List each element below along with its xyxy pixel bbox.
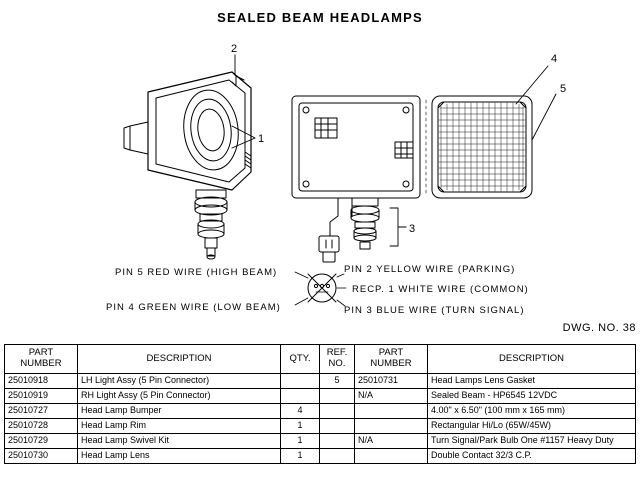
callout-1: 1 — [258, 133, 265, 145]
cell-part-number: 25010730 — [5, 449, 78, 464]
cell-part-number: 25010919 — [5, 389, 78, 404]
header-part-number-line2: NUMBER — [20, 358, 62, 369]
cell-part-number: 25010727 — [5, 404, 78, 419]
cell-part-number-2: 25010731 — [355, 374, 428, 389]
cell-description-2: 4.00" x 6.50" (100 mm x 165 mm) — [428, 404, 636, 419]
cell-part-number: 25010729 — [5, 434, 78, 449]
cell-part-number-2: N/A — [355, 389, 428, 404]
cell-ref-no — [320, 404, 355, 419]
callout-leaders-right — [516, 66, 556, 140]
header-part-number-2-line2: NUMBER — [370, 358, 412, 369]
cell-part-number-2: N/A — [355, 434, 428, 449]
cell-part-number: 25010918 — [5, 374, 78, 389]
cell-description-2: Rectangular Hi/Lo (65W/45W) — [428, 419, 636, 434]
wiring-pin-diagram — [295, 272, 346, 306]
cell-part-number-2 — [355, 449, 428, 464]
header-ref-no — [320, 345, 355, 374]
wiring-label-pin5: PIN 5 RED WIRE (HIGH BEAM) — [115, 267, 278, 278]
header-part-number-line1: PART — [28, 347, 54, 359]
callout-5: 5 — [560, 83, 567, 95]
callout-3: 3 — [409, 223, 416, 235]
header-part-number — [5, 345, 78, 374]
table-row — [5, 434, 636, 449]
table-row — [5, 374, 636, 389]
table-row — [5, 419, 636, 434]
wiring-label-recp1: RECP. 1 WHITE WIRE (COMMON) — [352, 284, 529, 295]
table-row — [5, 449, 636, 464]
cell-description: RH Light Assy (5 Pin Connector) — [78, 389, 281, 404]
wiring-label-pin4: PIN 4 GREEN WIRE (LOW BEAM) — [106, 302, 281, 313]
header-part-number-2-line1: PART — [378, 347, 404, 359]
table-row — [5, 404, 636, 419]
header-part-number-2 — [355, 345, 428, 374]
cell-description-2: Sealed Beam - HP6545 12VDC — [428, 389, 636, 404]
header-description-2: DESCRIPTION — [428, 345, 636, 374]
cell-description-2: Head Lamps Lens Gasket — [428, 374, 636, 389]
header-ref-no-line1: REF. — [326, 347, 348, 359]
cell-ref-no — [320, 449, 355, 464]
assembly-drawing — [0, 30, 640, 340]
cell-ref-no — [320, 419, 355, 434]
table-body — [5, 374, 636, 464]
cell-ref-no — [320, 389, 355, 404]
cell-description-2: Turn Signal/Park Bulb One #1157 Heavy Duty — [428, 434, 636, 449]
cell-qty: 4 — [281, 404, 320, 419]
header-qty: QTY. — [281, 345, 320, 374]
cell-description: Head Lamp Bumper — [78, 404, 281, 419]
drawing-number: DWG. NO. 38 — [562, 322, 636, 334]
cell-description-2: Double Contact 32/3 C.P. — [428, 449, 636, 464]
cell-qty — [281, 374, 320, 389]
cell-description: Head Lamp Rim — [78, 419, 281, 434]
wiring-label-pin2: PIN 2 YELLOW WIRE (PARKING) — [344, 264, 516, 275]
page-title: SEALED BEAM HEADLAMPS — [217, 10, 423, 25]
cell-qty: 1 — [281, 434, 320, 449]
cell-qty — [281, 389, 320, 404]
center-lamp-housing — [292, 96, 420, 262]
right-lens-assembly — [426, 96, 532, 198]
table-header-row — [5, 345, 636, 374]
cell-description: Head Lamp Lens — [78, 449, 281, 464]
cell-part-number-2 — [355, 404, 428, 419]
callout-4: 4 — [551, 53, 558, 65]
wiring-label-pin3: PIN 3 BLUE WIRE (TURN SIGNAL) — [344, 305, 525, 316]
table-row — [5, 389, 636, 404]
cell-description: Head Lamp Swivel Kit — [78, 434, 281, 449]
callout-2: 2 — [231, 43, 238, 55]
cell-ref-no: 5 — [320, 374, 355, 389]
cell-qty: 1 — [281, 449, 320, 464]
header-description: DESCRIPTION — [78, 345, 281, 374]
header-ref-no-line2: NO. — [328, 358, 346, 369]
cell-description: LH Light Assy (5 Pin Connector) — [78, 374, 281, 389]
cell-part-number-2 — [355, 419, 428, 434]
cell-part-number: 25010728 — [5, 419, 78, 434]
cell-ref-no — [320, 434, 355, 449]
cell-qty: 1 — [281, 419, 320, 434]
parts-table — [4, 344, 636, 464]
left-lamp-assembly — [124, 72, 251, 259]
